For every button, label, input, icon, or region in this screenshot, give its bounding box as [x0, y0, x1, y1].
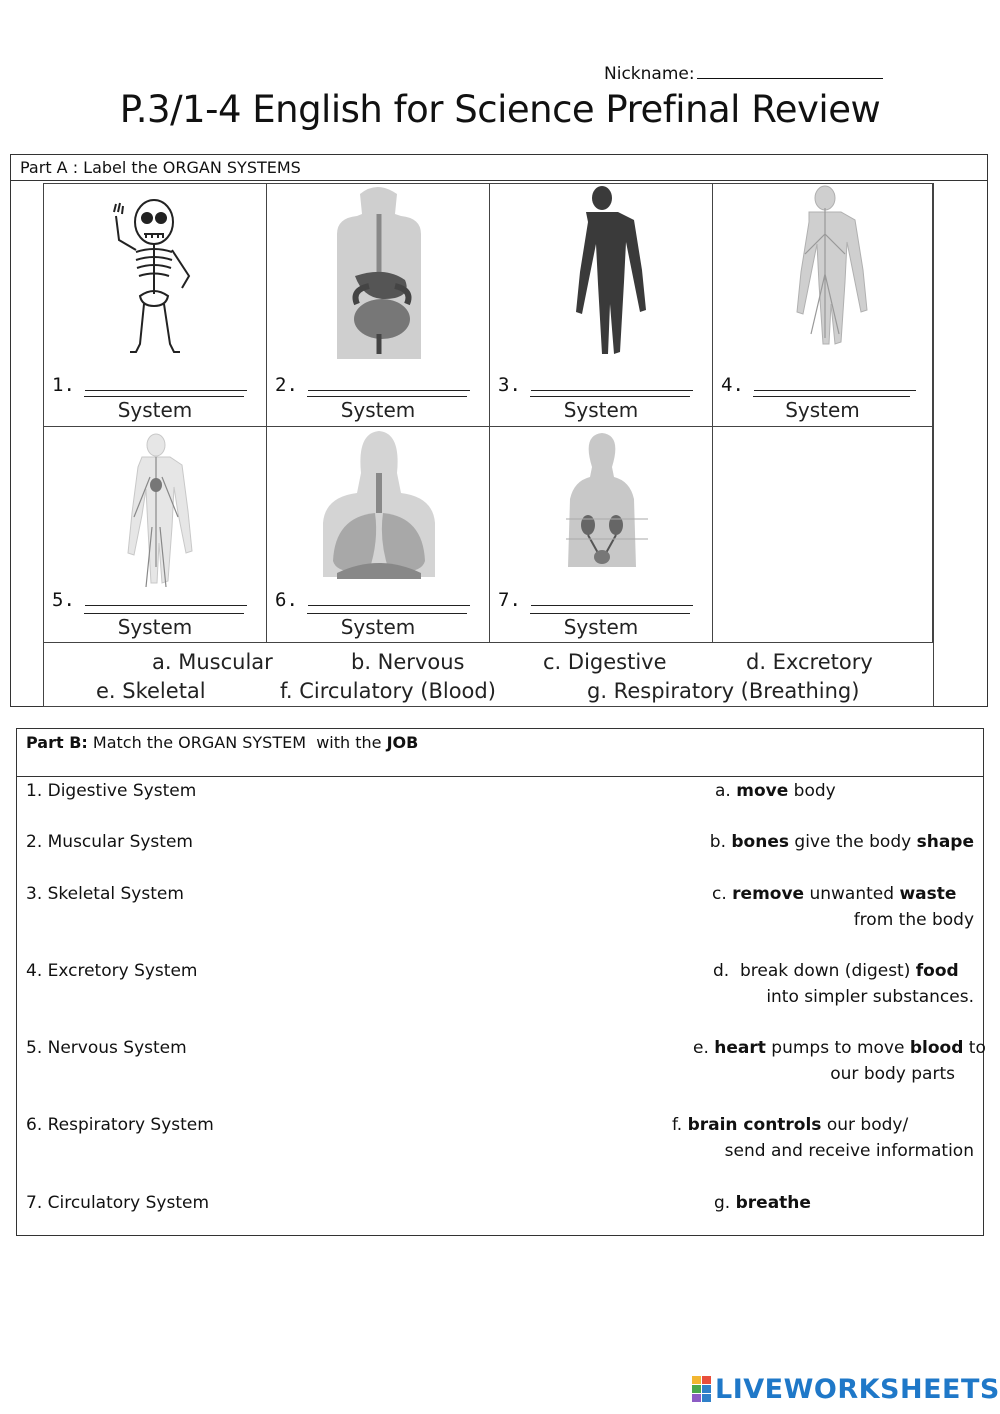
digestive-system-image: [267, 184, 490, 364]
job-item-b[interactable]: b. bones give the body shape: [709, 832, 974, 852]
circulatory-system-image: [44, 427, 267, 597]
answer-blank-2[interactable]: [308, 376, 470, 391]
nickname-field: [604, 62, 883, 84]
divider: [17, 776, 983, 777]
label-number: 5.: [52, 589, 75, 611]
label-number: 3.: [498, 374, 521, 396]
part-b-heading: Part B: Match the ORGAN SYSTEM with the JOB: [26, 733, 419, 752]
label-number: 7.: [498, 589, 521, 611]
system-caption: System: [563, 398, 639, 422]
job-item-a[interactable]: a. move body: [715, 781, 836, 801]
job-item-g[interactable]: g. breathe: [714, 1193, 811, 1213]
organ-cell-empty: [713, 427, 933, 643]
job-item-d[interactable]: d. break down (digest) food: [713, 961, 959, 981]
label-number: 6.: [275, 589, 298, 611]
respiratory-system-image: [267, 427, 490, 587]
answer-blank-3[interactable]: [531, 376, 693, 391]
system-item[interactable]: 7. Circulatory System: [26, 1193, 210, 1213]
job-item-e-line2: our body parts: [830, 1064, 955, 1084]
label-number: 1.: [52, 374, 75, 396]
nickname-label: Nickname:: [604, 64, 695, 84]
word-bank-item: b. Nervous: [351, 650, 465, 674]
organ-cell-1: [44, 184, 267, 427]
answer-blank-7[interactable]: [531, 591, 693, 606]
system-item[interactable]: 1. Digestive System: [26, 781, 197, 801]
system-item[interactable]: 2. Muscular System: [26, 832, 193, 852]
word-bank-item: f. Circulatory (Blood): [280, 679, 496, 703]
excretory-system-image: [490, 427, 713, 587]
word-bank-item: g. Respiratory (Breathing): [587, 679, 860, 703]
organ-cell-6: [267, 427, 490, 643]
organ-cell-2: [267, 184, 490, 427]
word-bank-item: d. Excretory: [746, 650, 873, 674]
divider: [11, 180, 987, 181]
system-item[interactable]: 4. Excretory System: [26, 961, 198, 981]
system-item[interactable]: 6. Respiratory System: [26, 1115, 214, 1135]
system-item[interactable]: 3. Skeletal System: [26, 884, 184, 904]
job-item-d-line2: into simpler substances.: [766, 987, 974, 1007]
system-caption: System: [340, 398, 416, 422]
brand-name: LIVEWORKSHEETS: [715, 1374, 1000, 1405]
label-number: 4.: [721, 374, 744, 396]
nervous-system-image: [713, 184, 933, 364]
answer-blank-1[interactable]: [85, 376, 247, 391]
word-bank-item: a. Muscular: [152, 650, 273, 674]
system-caption: System: [340, 615, 416, 639]
part-a-heading: Part A : Label the ORGAN SYSTEMS: [20, 158, 301, 177]
page-title: P.3/1-4 English for Science Prefinal Review: [119, 88, 881, 131]
organ-systems-grid: [43, 183, 934, 707]
system-caption: System: [117, 615, 193, 639]
system-caption: System: [785, 398, 860, 422]
liveworksheets-logo: [692, 1374, 1000, 1405]
system-item[interactable]: 5. Nervous System: [26, 1038, 187, 1058]
job-item-c-line2: from the body: [853, 910, 974, 930]
organ-cell-7: [490, 427, 713, 643]
answer-blank-6[interactable]: [308, 591, 470, 606]
job-item-e[interactable]: e. heart pumps to move blood to: [693, 1038, 986, 1058]
organ-cell-5: [44, 427, 267, 643]
word-bank-item: c. Digestive: [543, 650, 667, 674]
skeleton-image: [44, 184, 267, 364]
word-bank-item: e. Skeletal: [96, 679, 206, 703]
job-item-c[interactable]: c. remove unwanted waste: [712, 884, 957, 904]
job-item-f[interactable]: f. brain controls our body/: [672, 1115, 909, 1135]
system-caption: System: [563, 615, 639, 639]
nickname-blank[interactable]: [697, 62, 883, 79]
label-number: 2.: [275, 374, 298, 396]
muscular-system-image: [490, 184, 713, 364]
liveworksheets-icon: [692, 1376, 712, 1402]
organ-cell-4: [713, 184, 933, 427]
organ-cell-3: [490, 184, 713, 427]
answer-blank-5[interactable]: [85, 591, 247, 606]
system-caption: System: [117, 398, 193, 422]
job-item-f-line2: send and receive information: [724, 1141, 974, 1161]
answer-blank-4[interactable]: [754, 376, 916, 391]
